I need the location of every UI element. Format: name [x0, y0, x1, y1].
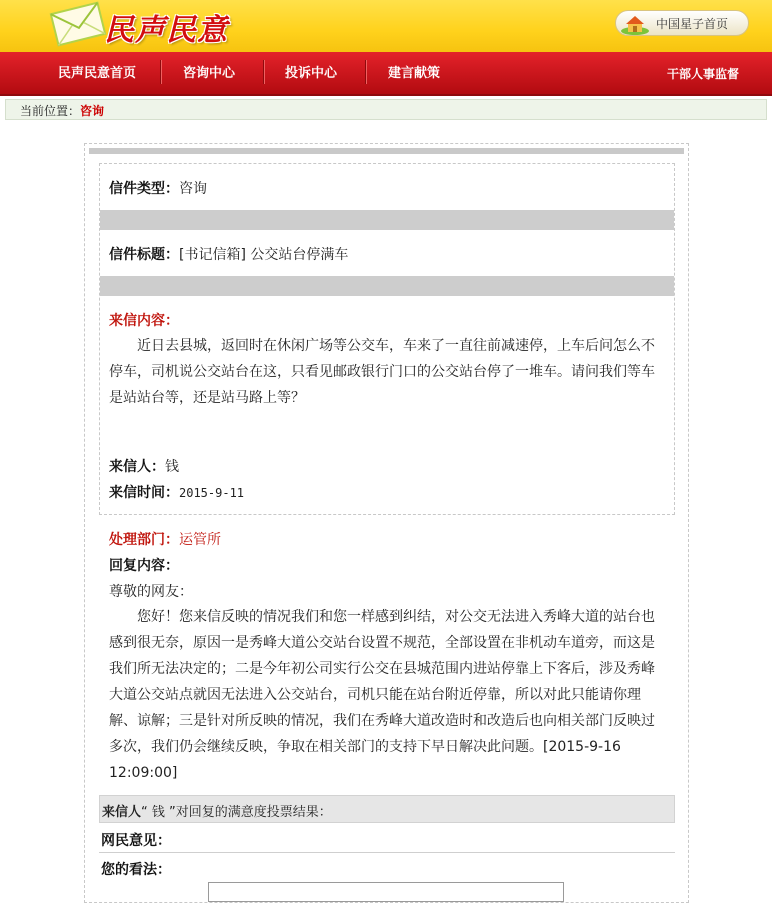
nav-item-complaint[interactable]: 投诉中心 [285, 66, 338, 81]
nav-divider [263, 60, 265, 84]
sender-row [109, 456, 179, 476]
nav-divider [365, 60, 367, 84]
nav-divider [160, 60, 162, 84]
date-value: 2015-9-11 [179, 486, 245, 500]
reply-line: 我们所无法决定的；二是今年初公司实行公交在县城范围内进站停靠上下客后，涉及秀峰 [109, 661, 655, 677]
divider [99, 852, 675, 853]
netizen-opinion-label: 网民意见： [101, 833, 171, 849]
sender-value: 钱 [165, 459, 179, 475]
date-label: 来信时间： [109, 485, 179, 501]
breadcrumb-current[interactable]: 咨询 [80, 104, 105, 118]
letter-content-line: 停车，司机说公交站台在这，只看见邮政银行门口的公交站台停了一堆车。请问我们等车 [109, 364, 655, 380]
letter-content-line: 近日去县城，返回时在休闲广场等公交车，车来了一直往前减速停，上车后问怎么不 [137, 338, 655, 354]
letter-type-label: 信件类型： [109, 181, 179, 197]
nav-item-cadre-supervision[interactable]: 干部人事监督 [667, 67, 740, 81]
reply-greeting: 尊敬的网友： [109, 584, 193, 600]
reply-dept-label: 处理部门： [109, 532, 179, 548]
vote-suffix: 对回复的满意度投票结果： [175, 805, 332, 820]
vote-name: “ 钱 ” [141, 805, 176, 820]
reply-content [109, 604, 661, 786]
breadcrumb-prefix: 当前位置： [20, 104, 81, 118]
separator-bar [100, 276, 674, 296]
nav-item-home[interactable]: 民声民意首页 [58, 66, 137, 81]
reply-line: 感到很无奈，原因一是秀峰大道公交站台设置不规范，全部设置在非机动车道旁，而这是 [109, 635, 655, 651]
breadcrumb [5, 99, 767, 120]
house-icon [620, 13, 650, 35]
reply-line: 您好！您来信反映的情况我们和您一样感到纠结，对公交无法进入秀峰大道的站台也 [137, 609, 655, 625]
letter-content-line: 是站站台等，还是站马路上等？ [109, 390, 305, 406]
nav-item-consult[interactable]: 咨询中心 [183, 66, 236, 81]
letter-type-value: 咨询 [179, 181, 207, 197]
home-link-label: 中国星子首页 [656, 17, 729, 31]
reply-content-label: 回复内容： [109, 558, 179, 574]
frame-top-bar [89, 148, 684, 154]
date-row [109, 482, 244, 502]
vote-prefix: 来信人 [102, 805, 142, 820]
letter-title-value: [书记信箱] 公交站台停满车 [179, 247, 349, 263]
sender-label: 来信人： [109, 459, 165, 475]
nav-item-suggestion[interactable]: 建言献策 [388, 66, 441, 81]
main-nav [0, 52, 772, 96]
reply-line: 大道公交站点就因无法进入公交站台，司机只能在站台附近停靠，所以对此只能请你理 [109, 687, 641, 703]
reply-dept-value: 运管所 [179, 532, 221, 548]
opinion-input[interactable] [208, 882, 564, 902]
your-view-label: 您的看法： [101, 862, 171, 878]
letter-type-row [109, 178, 207, 198]
letter-title-label: 信件标题： [109, 247, 179, 263]
letter-title-row [109, 244, 348, 264]
site-title: 民声民意 [104, 13, 228, 48]
home-link-button[interactable] [615, 10, 749, 36]
reply-line: 12:09:00] [109, 765, 178, 781]
letter-content [109, 333, 661, 411]
letter-content-label: 来信内容： [109, 313, 179, 329]
reply-line: 多次，我们仍会继续反映，争取在相关部门的支持下早日解决此问题。[2015-9-16 [109, 739, 621, 755]
separator-bar [100, 210, 674, 230]
vote-result-header [99, 795, 675, 823]
reply-line: 解、谅解；三是针对所反映的情况，我们在秀峰大道改造时和改造后也向相关部门反映过 [109, 713, 655, 729]
reply-dept-row [109, 529, 221, 549]
